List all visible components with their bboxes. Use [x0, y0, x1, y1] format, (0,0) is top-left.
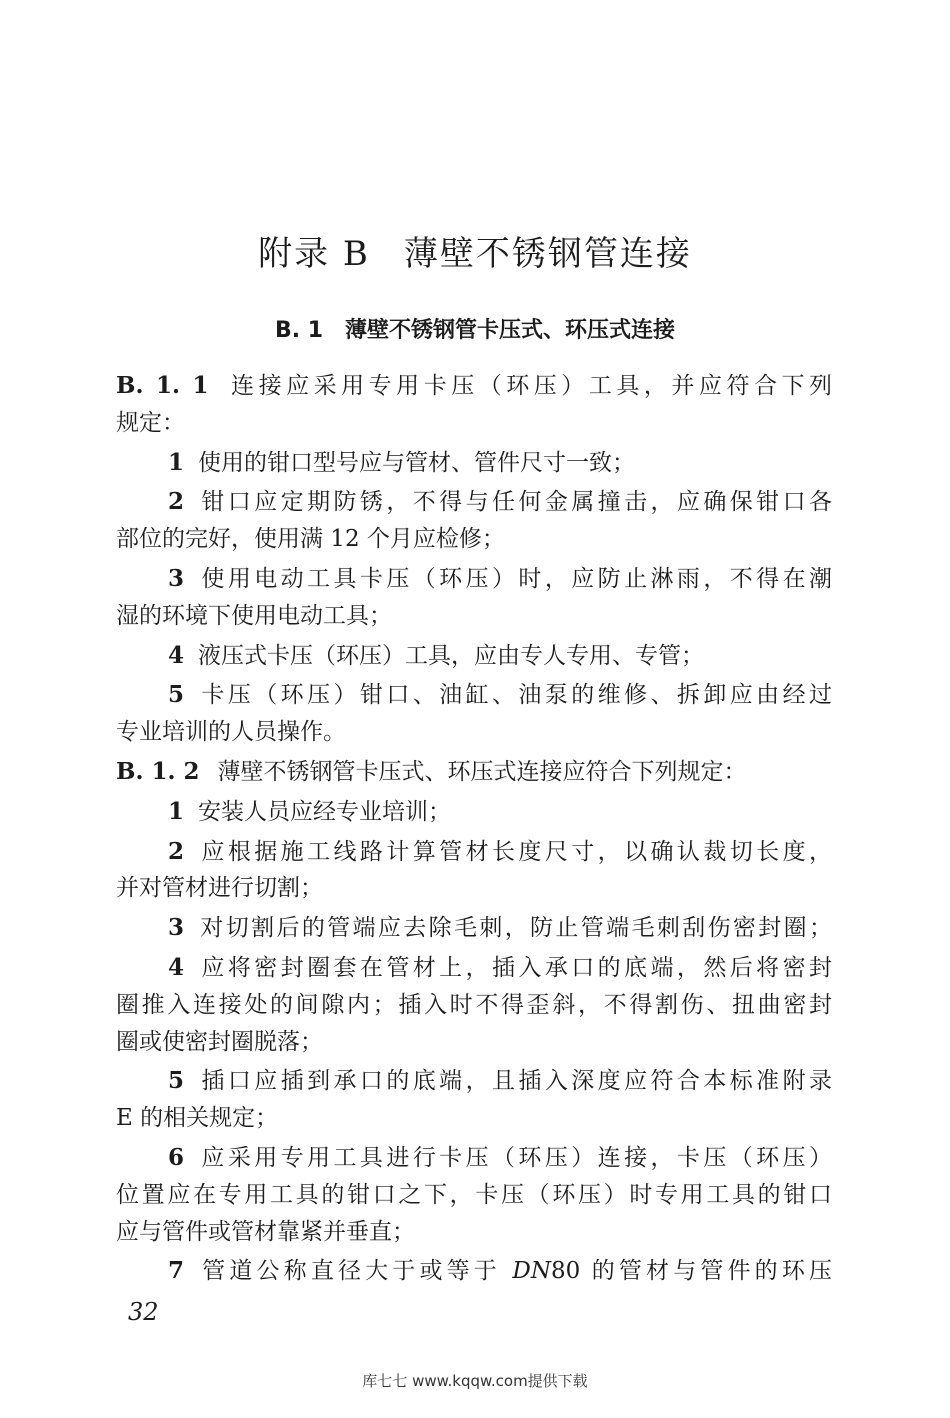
- list-item: [116, 677, 832, 714]
- page-number: 32: [128, 1298, 159, 1326]
- list-item: [116, 910, 832, 947]
- list-item: [116, 445, 832, 482]
- list-item: [116, 638, 832, 675]
- item-number: 5: [168, 681, 185, 709]
- item-text: 对切割后的管端应去除毛刺，防止管端毛刺刮伤密封圈；: [198, 915, 832, 942]
- item-continuation: 位置应在专用工具的钳口之下，卡压（环压）时专用工具的钳口: [116, 1181, 832, 1208]
- item-number: 3: [168, 564, 185, 592]
- item-text: 使用的钳口型号应与管材、管件尺寸一致；: [198, 449, 636, 476]
- section-number: B. 1: [274, 318, 324, 343]
- clause-intro: 连接应采用专用卡压（环压）工具，并应符合下列: [226, 373, 833, 399]
- item-text: 卡压（环压）钳口、油缸、油泵的维修、拆卸应由经过: [198, 682, 832, 709]
- item-text: 应根据施工线路计算管材长度尺寸，以确认裁切长度，: [198, 838, 832, 865]
- item-text: 应将密封圈套在管材上，插入承口的底端，然后将密封: [198, 954, 832, 981]
- clause-number: B. 1. 2: [116, 757, 200, 785]
- clause-b-1-2: [116, 754, 832, 791]
- item-number: 1: [168, 797, 185, 825]
- item-text: 插口应插到承口的底端，且插入深度应符合本标准附录: [198, 1068, 832, 1095]
- item-continuation: E 的相关规定；: [116, 1105, 279, 1132]
- item-continuation: 圈推入连接处的间隙内；插入时不得歪斜，不得割伤、扭曲密封: [116, 991, 832, 1018]
- item-continuation: 并对管材进行切割；: [116, 875, 323, 902]
- item-continuation: 湿的环境下使用电动工具；: [116, 602, 392, 629]
- item-text-part: 80 的管材与管件的环压: [550, 1258, 833, 1285]
- list-item: [116, 1140, 832, 1177]
- item-continuation: 专业培训的人员操作。: [116, 719, 346, 746]
- item-text: 钳口应定期防锈，不得与任何金属撞击，应确保钳口各: [198, 489, 832, 516]
- item-number: 2: [168, 488, 185, 516]
- list-item: [116, 794, 832, 831]
- item-text-italic: DN: [512, 1258, 551, 1285]
- appendix-title-text: 薄壁不锈钢管连接: [403, 234, 692, 274]
- item-number: 5: [168, 1067, 185, 1095]
- list-item: [116, 834, 832, 871]
- item-text: 安装人员应经专业培训；: [198, 798, 452, 825]
- item-text: [198, 1258, 832, 1284]
- clause-intro: 薄壁不锈钢管卡压式、环压式连接应符合下列规定：: [217, 758, 747, 785]
- section-title-text: 薄壁不锈钢管卡压式、环压式连接: [345, 318, 676, 343]
- appendix-label: 附录 B: [258, 234, 370, 274]
- item-continuation: 应与管件或管材靠紧并垂直；: [116, 1218, 415, 1245]
- list-item: [116, 950, 832, 987]
- item-continuation: 部位的完好，使用满 12 个月应检修；: [116, 526, 505, 553]
- list-item: [116, 561, 832, 598]
- item-continuation: 圈或使密封圈脱落；: [116, 1028, 323, 1055]
- download-footer: 库七七 www.kqqw.com提供下载: [362, 1372, 588, 1390]
- list-item: [116, 1063, 832, 1100]
- item-number: 1: [168, 448, 185, 476]
- item-text: 液压式卡压（环压）工具，应由专人专用、专管；: [198, 642, 705, 669]
- item-text: 应采用专用工具进行卡压（环压）连接，卡压（环压）: [198, 1144, 832, 1171]
- clause-b-1-1-line-1: [116, 368, 832, 405]
- list-item: [116, 484, 832, 521]
- clause-b-1-1-line-2: 规定：: [116, 409, 185, 436]
- item-number: 4: [168, 641, 185, 669]
- item-number: 6: [168, 1143, 185, 1171]
- item-number: 3: [168, 914, 185, 942]
- item-number: 7: [168, 1257, 185, 1285]
- list-item: [116, 1253, 832, 1290]
- document-body: [116, 368, 832, 1290]
- section-heading: [0, 313, 950, 344]
- item-text-part: 管道公称直径大于或等于: [198, 1258, 513, 1285]
- item-text: 使用电动工具卡压（环压）时，应防止淋雨，不得在潮: [198, 565, 832, 592]
- item-number: 2: [168, 837, 185, 865]
- appendix-title: [0, 226, 950, 275]
- item-number: 4: [168, 953, 185, 981]
- clause-number: B. 1. 1: [116, 372, 209, 399]
